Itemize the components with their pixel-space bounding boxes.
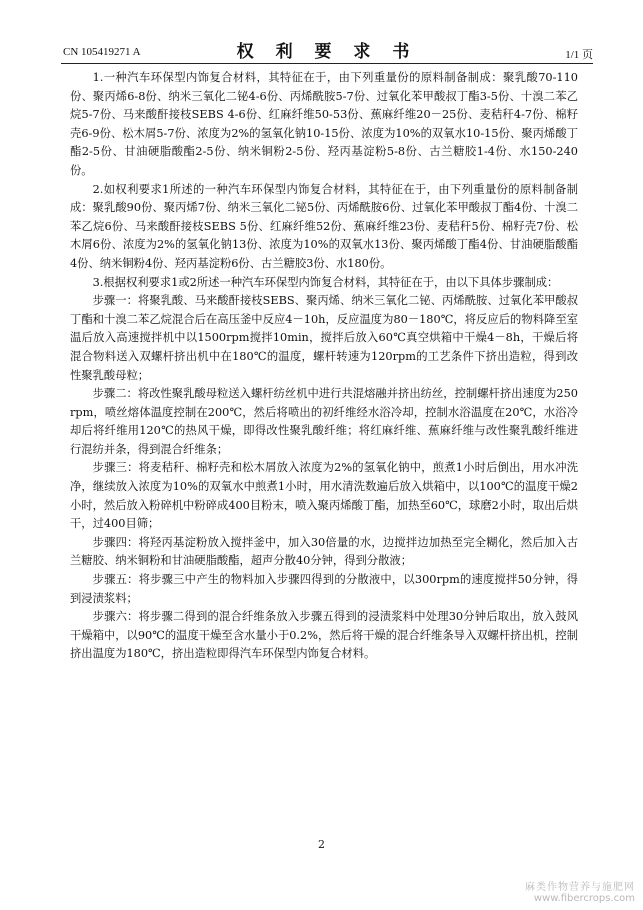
page-header <box>61 34 593 64</box>
claim-3: 3.根据权利要求1或2所述一种汽车环保型内饰复合材料，其特征在于，由以下具体步骤制成： <box>92 275 559 289</box>
site-watermark <box>525 878 635 904</box>
page-count: 1/1 页 <box>565 49 593 61</box>
document-title: 权 利 要 求 书 <box>236 42 418 62</box>
header-divider <box>61 63 593 64</box>
watermark-url: www.fibercrops.com <box>533 893 635 904</box>
claim-3-step-3: 步骤三：将麦秸秆、棉籽壳和松木屑放入浓度为2%的氢氧化钠中，煎煮1小时后倒出，用水冲洗净，继续放入浓度为10%的双氧水中煎煮1小时，用水清洗数遍后放入烘箱中，以100℃的温度干燥2小时，然后放入粉碎机中粉碎成400目粉末，喷入聚丙烯酸丁酯，加热至60℃，球磨2小时，取出后烘干，过400目筛； <box>70 461 578 531</box>
claim-3-step-5: 步骤五：将步骤三中产生的物料加入步骤四得到的分散液中，以300rpm的速度搅拌50分钟，得到浸渍浆料； <box>70 573 578 605</box>
claims-body <box>70 69 578 664</box>
claim-3-step-6: 步骤六：将步骤二得到的混合纤维条放入步骤五得到的浸渍浆料中处理30分钟后取出，放入鼓风干燥箱中，以90℃的温度干燥至含水量小于0.2%，然后将干燥的混合纤维条导入双螺杆挤出机，控制挤出温度为180℃，挤出造粒即得汽车环保型内饰复合材料。 <box>70 610 578 661</box>
claim-2: 2.如权利要求1所述的一种汽车环保型内饰复合材料，其特征在于，由下列重量份的原料制备制成：聚乳酸90份、聚丙烯7份、纳米三氧化二铋5份、丙烯酰胺6份、过氧化苯甲酸叔丁酯4份、十溴二苯乙烷6份、马来酸酐接枝SEBS 5份、红麻纤维52份、蕉麻纤维23份、麦秸秆5份、棉籽壳7份、松木屑6份、浓度为2%的氢氧化钠13份、浓度为10%的双氧水13份、聚丙烯酸丁酯4份、甘油硬脂酸酯4份、纳米铜粉4份、羟丙基淀粉6份、古兰糖胶3份、水180份。 <box>70 182 578 270</box>
claim-1: 1.一种汽车环保型内饰复合材料，其特征在于，由下列重量份的原料制备制成：聚乳酸70-110份、聚丙烯6-8份、纳米三氧化二铋4-6份、丙烯酰胺5-7份、过氧化苯甲酸叔丁酯3-5份、十溴二苯乙烷5-7份、马来酸酐接枝SEBS 4-6份、红麻纤维50-53份、蕉麻纤维20－25份、麦秸秆4-7份、棉籽壳6-9份、松木屑5-7份、浓度为2%的氢氧化钠10-15份、浓度为10%的双氧水10-15份、聚丙烯酸丁酯2-5份、甘油硬脂酸酯2-5份、纳米铜粉2-5份、羟丙基淀粉5-8份、古兰糖胶1-4份、水150-240份。 <box>70 71 578 177</box>
claim-3-step-1: 步骤一：将聚乳酸、马来酸酐接枝SEBS、聚丙烯、纳米三氧化二铋、丙烯酰胺、过氧化苯甲酸叔丁酯和十溴二苯乙烷混合后在高压釜中反应4－10h，反应温度为80－180℃，将反应后的物料降至室温后放入高速搅拌机中以1500rpm搅拌10min，搅拌后放入60℃真空烘箱中干燥4－8h，干燥后将混合物料送入双螺杆挤出机中在180℃的温度，螺杆转速为120rpm的工艺条件下挤出造粒，得到改性聚乳酸母粒； <box>70 294 578 382</box>
patent-number: CN 105419271 A <box>63 46 141 58</box>
watermark-site-name: 麻类作物营养与施肥网 <box>525 882 635 893</box>
claim-3-step-2: 步骤二：将改性聚乳酸母粒送入螺杆纺丝机中进行共混熔融并挤出纺丝，控制螺杆挤出速度为250rpm，喷丝熔体温度控制在200℃，然后将喷出的初纤维经水浴冷却，控制水浴温度在20℃，水浴冷却后将纤维用120℃的热风干燥，即得改性聚乳酸纤维；将红麻纤维、蕉麻纤维与改性聚乳酸纤维进行混纺并条，得到混合纤维条； <box>70 387 578 456</box>
claim-3-step-4: 步骤四：将羟丙基淀粉放入搅拌釜中，加入30倍量的水，边搅拌边加热至完全糊化，然后加入古兰糖胶、纳米铜粉和甘油硬脂酸酯，超声分散40分钟，得到分散液； <box>70 535 578 568</box>
page-number: 2 <box>318 838 325 851</box>
